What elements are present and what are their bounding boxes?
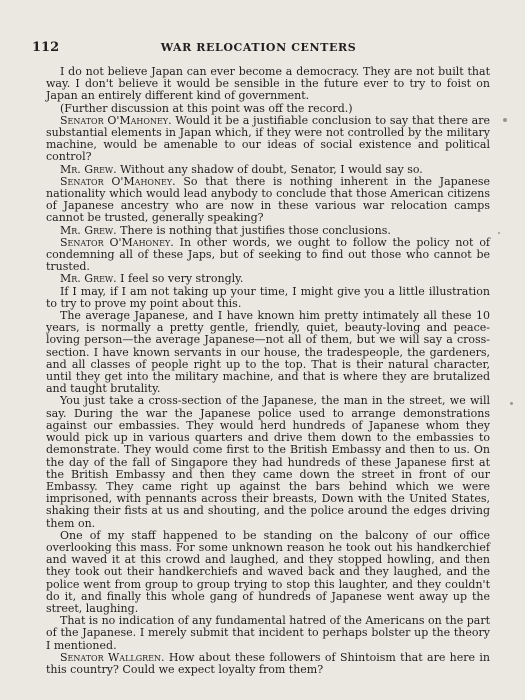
paragraph bbox=[46, 310, 490, 395]
paragraph-text: (Further discussion at this point was off the record.) bbox=[60, 101, 353, 115]
paragraph bbox=[46, 237, 490, 274]
body-text bbox=[46, 66, 490, 676]
paragraph bbox=[46, 652, 490, 676]
speaker: Senator Wallgren. bbox=[60, 650, 165, 664]
paragraph-text: If I may, if I am not taking up your time, I might give you a little illustration to try to prove my point about this. bbox=[46, 284, 490, 310]
speaker: Mr. Grew. bbox=[60, 272, 117, 286]
paragraph bbox=[46, 530, 490, 615]
page-number: 112 bbox=[32, 40, 60, 55]
paragraph-text: The average Japanese, and I have known him pretty intimately all these 10 years, is normally a pretty gentle, friendly, quiet, beauty-loving and peace-loving person—the average Japanese—not all of them, but we will say a cross-section. I have known servants in our house, the tradespeople, the gardeners, and all classes of people right up to the top. That is their natural character, until they get into the military machine, and that is where they are brutalized and taught brutality. bbox=[46, 309, 490, 396]
paragraph-text: In other words, we ought to follow the policy not of condemning all of these Japs, but of seeking to find out those who cannot be trusted. bbox=[46, 235, 491, 274]
page-header bbox=[32, 40, 485, 58]
paragraph-text: Would it be a justifiable conclusion to say that there are substantial elements in Japan which, if they were not controlled by the military machine, would be amenable to our ideas of social existence and political control? bbox=[46, 113, 491, 164]
paragraph-text: How about these followers of Shintoism that are here in this country? Could we expect loyalty from them? bbox=[46, 650, 491, 676]
paragraph bbox=[46, 395, 490, 529]
paragraph bbox=[46, 115, 490, 164]
speaker: Senator O'Mahoney. bbox=[60, 174, 176, 188]
paragraph bbox=[46, 286, 490, 310]
paragraph-text: You just take a cross-section of the Japanese, the man in the street, we will say. During the war the Japanese police used to arrange demonstrations against our embassies. They would herd hundreds of Japanese whom they would pick up in various quarters and drive them down to the embassies to demonstrate. They would come first to the British Embassy and then to us. On the day of the fall of Singapore they had hundreds of these Japanese first at the British Embassy and then they came down the street in front of our Embassy. They came right up against the bars behind which we were imprisoned, with pennants across their breasts, Down with the United States, shaking their fists at us and shouting, and the police around the edges driving them on. bbox=[46, 394, 490, 530]
paragraph bbox=[46, 176, 490, 225]
paragraph-text: I do not believe Japan can ever become a democracy. They are not built that way. I don't believe it would be sensible in the future ever to try to foist on Japan an entirely different kind of government. bbox=[46, 65, 490, 103]
paragraph-text: I feel so very strongly. bbox=[120, 272, 244, 286]
speck bbox=[510, 402, 513, 405]
paragraph-text: That is no indication of any fundamental hatred of the Americans on the part of the Japanese. I merely submit that incident to perhaps bolster up the theory I mentioned. bbox=[46, 614, 490, 652]
speck bbox=[503, 118, 507, 122]
running-head: WAR RELOCATION CENTERS bbox=[160, 41, 357, 54]
paragraph bbox=[46, 66, 490, 103]
paragraph-text: So that there is nothing inherent in the Japanese nationality which would lead anybody to conclude that those American citizens of Japanese ancestry who are now in these various war relocation camps cannot be trusted, generally speaking? bbox=[46, 174, 491, 225]
speaker: Mr. Grew. bbox=[60, 223, 117, 237]
paragraph-text: Without any shadow of doubt, Senator, I would say so. bbox=[120, 162, 423, 176]
speaker: Senator O'Mahoney. bbox=[60, 235, 174, 249]
paragraph-text: There is nothing that justifies those conclusions. bbox=[120, 223, 391, 237]
paragraph bbox=[46, 615, 490, 652]
paragraph-text: One of my staff happened to be standing on the balcony of our office overlooking this mass. For some unknown reason he took out his handkerchief and waved it at this crowd and laughed, and they stopped howling, and then they took out their handkerchiefs and waved back and they laughed, and the police went from group to group trying to stop this laughter, and they couldn't do it, and finally this whole gang of hundreds of Japanese went away up the street, laughing. bbox=[46, 528, 490, 615]
speck bbox=[498, 232, 500, 234]
speaker: Mr. Grew. bbox=[60, 162, 117, 176]
speaker: Senator O'Mahoney. bbox=[60, 113, 172, 127]
